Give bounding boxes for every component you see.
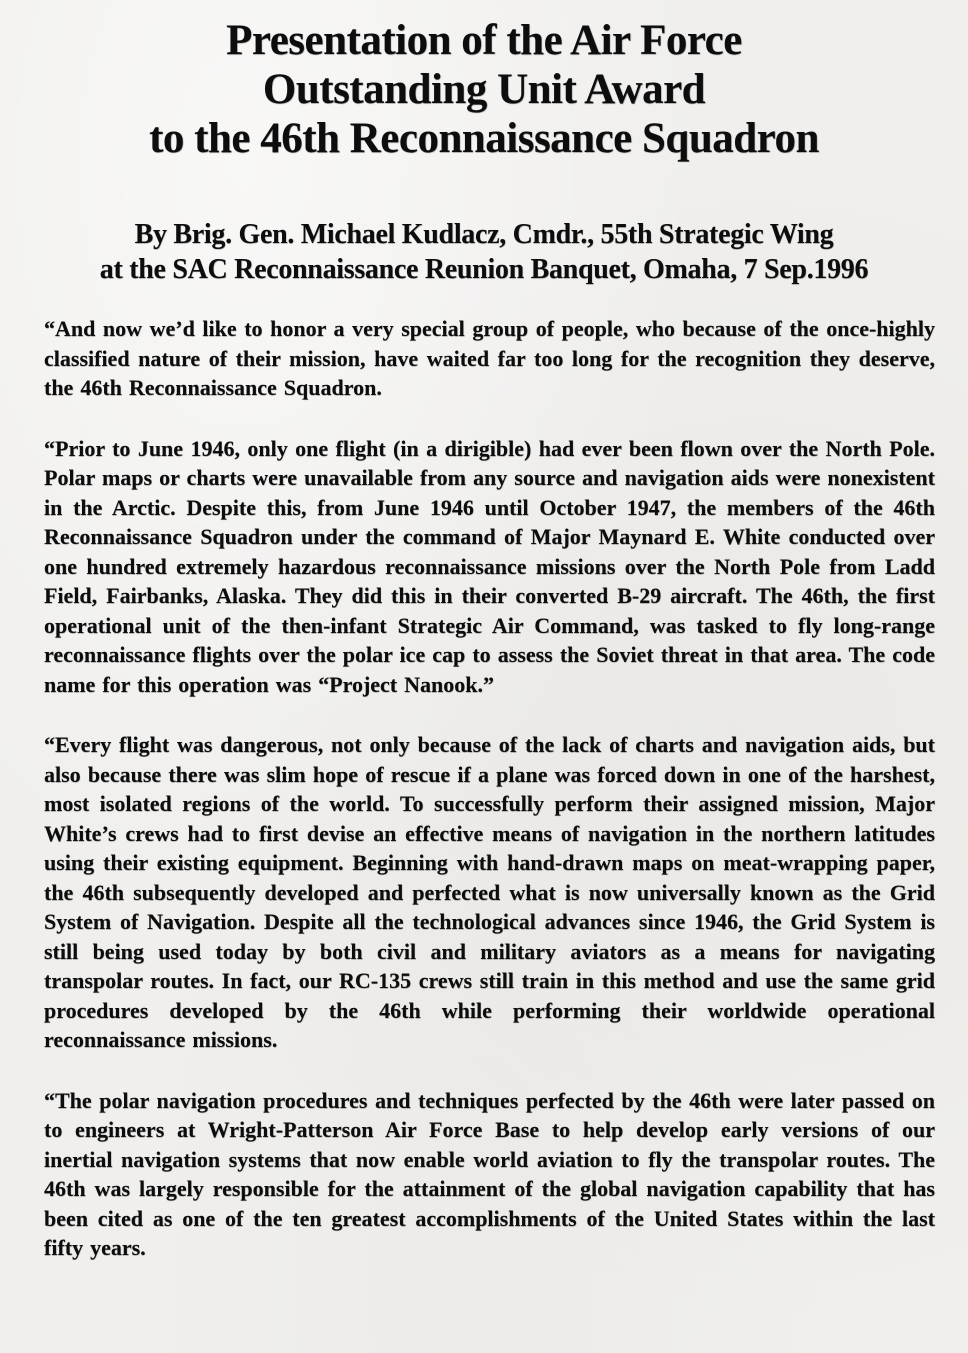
paragraph-3: “Every flight was dangerous, not only because of the lack of charts and navigation aids, but also because there was slim hope of rescue if a plane was forced down in one of the harshest, most isolated regions of the world. To successfully perform their assigned mission, Major White’s crews had to first devise an effective means of navigation in the northern latitudes using their existing equipment. Beginning with hand-drawn maps on meat-wrapping paper, the 46th subsequently developed and perfected what is now universally known as the Grid System of Navigation. Despite all the technological advances since 1946, the Grid System is still being used today by both civil and military aviators as a means for navigating transpolar routes. In fact, our RC-135 crews still train in this method and use the same grid procedures developed by the 46th while performing their worldwide operational reconnaissance missions. bbox=[44, 732, 935, 1052]
paragraph-1: “And now we’d like to honor a very special group of people, who because of the once-highly classified nature of their mission, have waited far too long for the recognition they deserve, the 46th Reconnaissance Squadron. bbox=[44, 316, 935, 400]
paragraph-2: “Prior to June 1946, only one flight (in a dirigible) had ever been flown over the North Pole. Polar maps or charts were unavailable from any source and navigation aids were nonexistent in the Arctic. Despite this, from June 1946 until October 1947, the members of the 46th Reconnaissance Squadron under the command of Major Maynard E. White conducted over one hundred extremely hazardous reconnaissance missions over the North Pole from Ladd Field, Fairbanks, Alaska. They did this in their converted B-29 aircraft. The 46th, the first operational unit of the then-infant Strategic Air Command, was tasked to fly long-range reconnaissance flights over the polar ice cap to assess the Soviet threat in that area. The code name for this operation was “Project Nanook.” bbox=[44, 435, 935, 697]
title-line-2: Outstanding Unit Award bbox=[262, 66, 706, 113]
byline-line-2: at the SAC Reconnaissance Reunion Banquet, Omaha, 7 Sep.1996 bbox=[99, 254, 869, 285]
paragraph-4: “The polar navigation procedures and techniques perfected by the 46th were later passed on to engineers at Wright-Patterson Air Force Base to help develop early versions of our inertial navigation systems that now enable world aviation to fly the transpolar routes. The 46th was largely responsible for the attainment of the global navigation capability that has been cited as one of the ten greatest accomplishments of the United States within the last fifty years. bbox=[44, 1087, 935, 1260]
byline-line-1: By Brig. Gen. Michael Kudlacz, Cmdr., 55th Strategic Wing bbox=[134, 219, 834, 250]
byline bbox=[0, 217, 968, 287]
title-line-1: Presentation of the Air Force bbox=[226, 17, 742, 64]
speech-body bbox=[44, 314, 935, 1263]
title-line-3: to the 46th Reconnaissance Squadron bbox=[149, 115, 819, 162]
document-title bbox=[0, 16, 968, 163]
